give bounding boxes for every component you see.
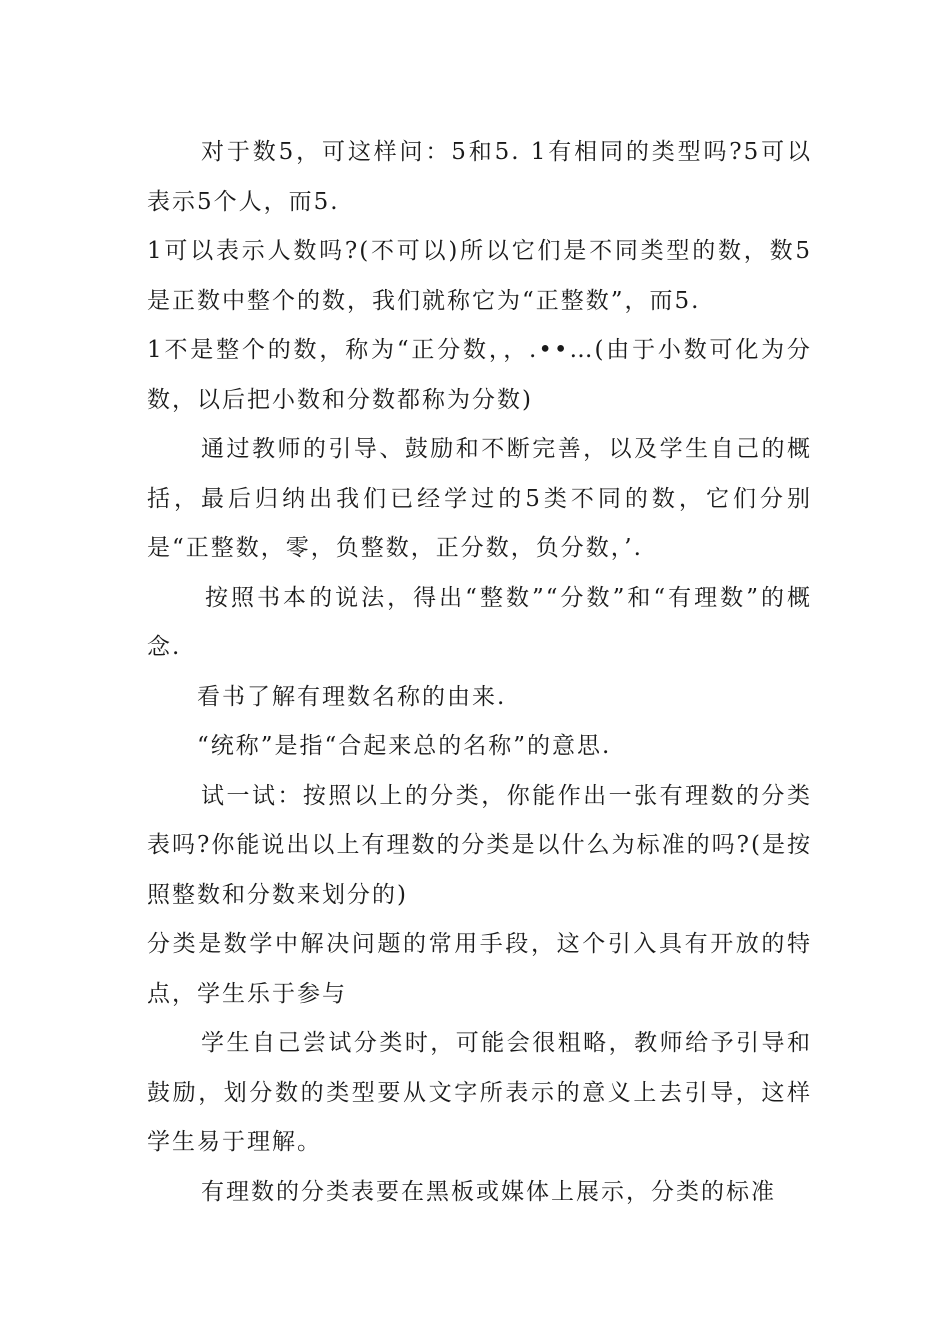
paragraph-1: 对于数5，可这样问：5和5. 1有相同的类型吗?5可以表示5个人，而5. xyxy=(147,139,812,215)
paragraph-10: 学生自己尝试分类时，可能会很粗略，教师给予引导和鼓励，划分数的类型要从文字所表示的意义上去引导，这样学生易于理解。 xyxy=(147,1030,812,1155)
paragraph-6: 看书了解有理数名称的由来. xyxy=(197,683,507,710)
paragraph-5: 按照书本的说法，得出“整数”“分数”和“有理数”的概念. xyxy=(147,584,812,660)
paragraph-8: 试一试：按照以上的分类，你能作出一张有理数的分类表吗?你能说出以上有理数的分类是以什么为标准的吗?(是按照整数和分数来划分的) xyxy=(147,782,812,908)
document-body xyxy=(147,128,812,1217)
paragraph-4: 通过教师的引导、鼓励和不断完善，以及学生自己的概括，最后归纳出我们已经学过的5类不同的数，它们分别是“正整数，零，负整数，正分数，负分数，’. xyxy=(147,436,812,561)
paragraph-2: 1可以表示人数吗?(不可以)所以它们是不同类型的数，数5是正数中整个的数，我们就称它为“正整数”，而5. xyxy=(147,238,812,314)
paragraph-3: 1不是整个的数，称为“正分数，，.••…(由于小数可化为分数，以后把小数和分数都称为分数) xyxy=(147,337,812,413)
paragraph-11: 有理数的分类表要在黑板或媒体上展示，分类的标准 xyxy=(201,1178,776,1205)
paragraph-7: “统称”是指“合起来总的名称”的意思. xyxy=(197,733,612,759)
paragraph-9: 分类是数学中解决问题的常用手段，这个引入具有开放的特点，学生乐于参与 xyxy=(147,931,812,1007)
